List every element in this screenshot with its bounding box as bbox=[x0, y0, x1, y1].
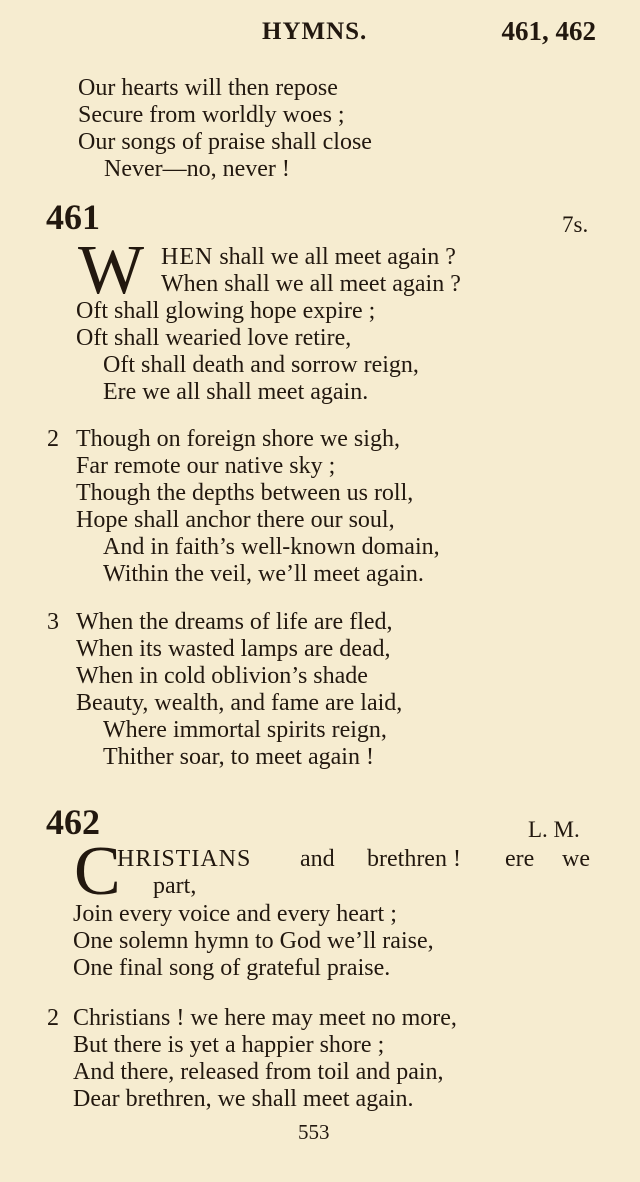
running-head bbox=[0, 14, 640, 48]
first-line-word: we bbox=[562, 846, 590, 872]
hymn-461-line: Ere we all shall meet again. bbox=[103, 379, 369, 405]
page-number: 553 bbox=[298, 1120, 330, 1144]
hymn-461-stanza3-line: When the dreams of life are fled, bbox=[76, 609, 393, 635]
hymn-461-line: Oft shall glowing hope expire ; bbox=[76, 298, 376, 324]
first-line-smallcaps: HRISTIANS bbox=[117, 846, 252, 872]
hymn-462-line: Join every voice and every heart ; bbox=[73, 901, 397, 927]
hymn-462-dropcap: C bbox=[74, 833, 121, 910]
hymn-461-stanza2-line: Though on foreign shore we sigh, bbox=[76, 426, 400, 452]
hymn-462-line: One final song of grateful praise. bbox=[73, 955, 391, 981]
hymn-462-stanza2-line: And there, released from toil and pain, bbox=[73, 1059, 444, 1085]
hymn-461-stanza3-line: Beauty, wealth, and fame are laid, bbox=[76, 690, 403, 716]
hymn-461-meter: 7s. bbox=[562, 212, 589, 237]
stanza-number: 2 bbox=[47, 426, 59, 452]
hymn-461-dropcap: W bbox=[78, 232, 145, 309]
first-line-word: and bbox=[300, 846, 335, 872]
prev-hymn-line: Our hearts will then repose bbox=[78, 75, 338, 101]
hymn-462-stanza2-line: But there is yet a happier shore ; bbox=[73, 1032, 385, 1058]
hymn-461-stanza2-line: Within the veil, we’ll meet again. bbox=[103, 561, 424, 587]
hymn-461-first-line bbox=[161, 244, 456, 271]
prev-hymn-line: Secure from worldly woes ; bbox=[78, 102, 345, 128]
prev-hymn-line: Our songs of praise shall close bbox=[78, 129, 372, 155]
hymn-461-number: 461 bbox=[46, 197, 100, 237]
hymn-461-stanza3-line: When its wasted lamps are dead, bbox=[76, 636, 391, 662]
hymn-461-line: When shall we all meet again ? bbox=[161, 271, 461, 297]
first-line-smallcaps: HEN bbox=[161, 244, 214, 270]
running-head-title: HYMNS. bbox=[262, 18, 368, 45]
hymn-461-stanza2-line: Far remote our native sky ; bbox=[76, 453, 336, 479]
first-line-continuation: part, bbox=[153, 873, 197, 899]
hymn-462-line: One solemn hymn to God we’ll raise, bbox=[73, 928, 434, 954]
hymn-461-stanza3-line: Where immortal spirits reign, bbox=[103, 717, 387, 743]
hymn-461-line: Oft shall death and sorrow reign, bbox=[103, 352, 419, 378]
stanza-number: 3 bbox=[47, 609, 59, 635]
hymn-462-meter: L. M. bbox=[528, 817, 580, 842]
hymn-462-stanza2-line: Dear brethren, we shall meet again. bbox=[73, 1086, 414, 1112]
hymn-461-stanza2-line: Though the depths between us roll, bbox=[76, 480, 414, 506]
hymn-461-line: Oft shall wearied love retire, bbox=[76, 325, 352, 351]
hymn-461-stanza2-line: And in faith’s well-known domain, bbox=[103, 534, 440, 560]
stanza-number: 2 bbox=[47, 1005, 59, 1031]
first-line-word: brethren ! bbox=[367, 846, 461, 872]
first-line-rest: shall we all meet again ? bbox=[213, 244, 456, 270]
hymn-461-stanza2-line: Hope shall anchor there our soul, bbox=[76, 507, 395, 533]
running-head-hymn-numbers: 461, 462 bbox=[501, 16, 596, 46]
hymn-461-stanza3-line: Thither soar, to meet again ! bbox=[103, 744, 374, 770]
first-line-word: ere bbox=[505, 846, 535, 872]
hymn-462-number: 462 bbox=[46, 802, 100, 842]
hymn-461-stanza3-line: When in cold oblivion’s shade bbox=[76, 663, 368, 689]
hymn-462-stanza2-line: Christians ! we here may meet no more, bbox=[73, 1005, 457, 1031]
prev-hymn-line: Never—no, never ! bbox=[104, 156, 290, 182]
